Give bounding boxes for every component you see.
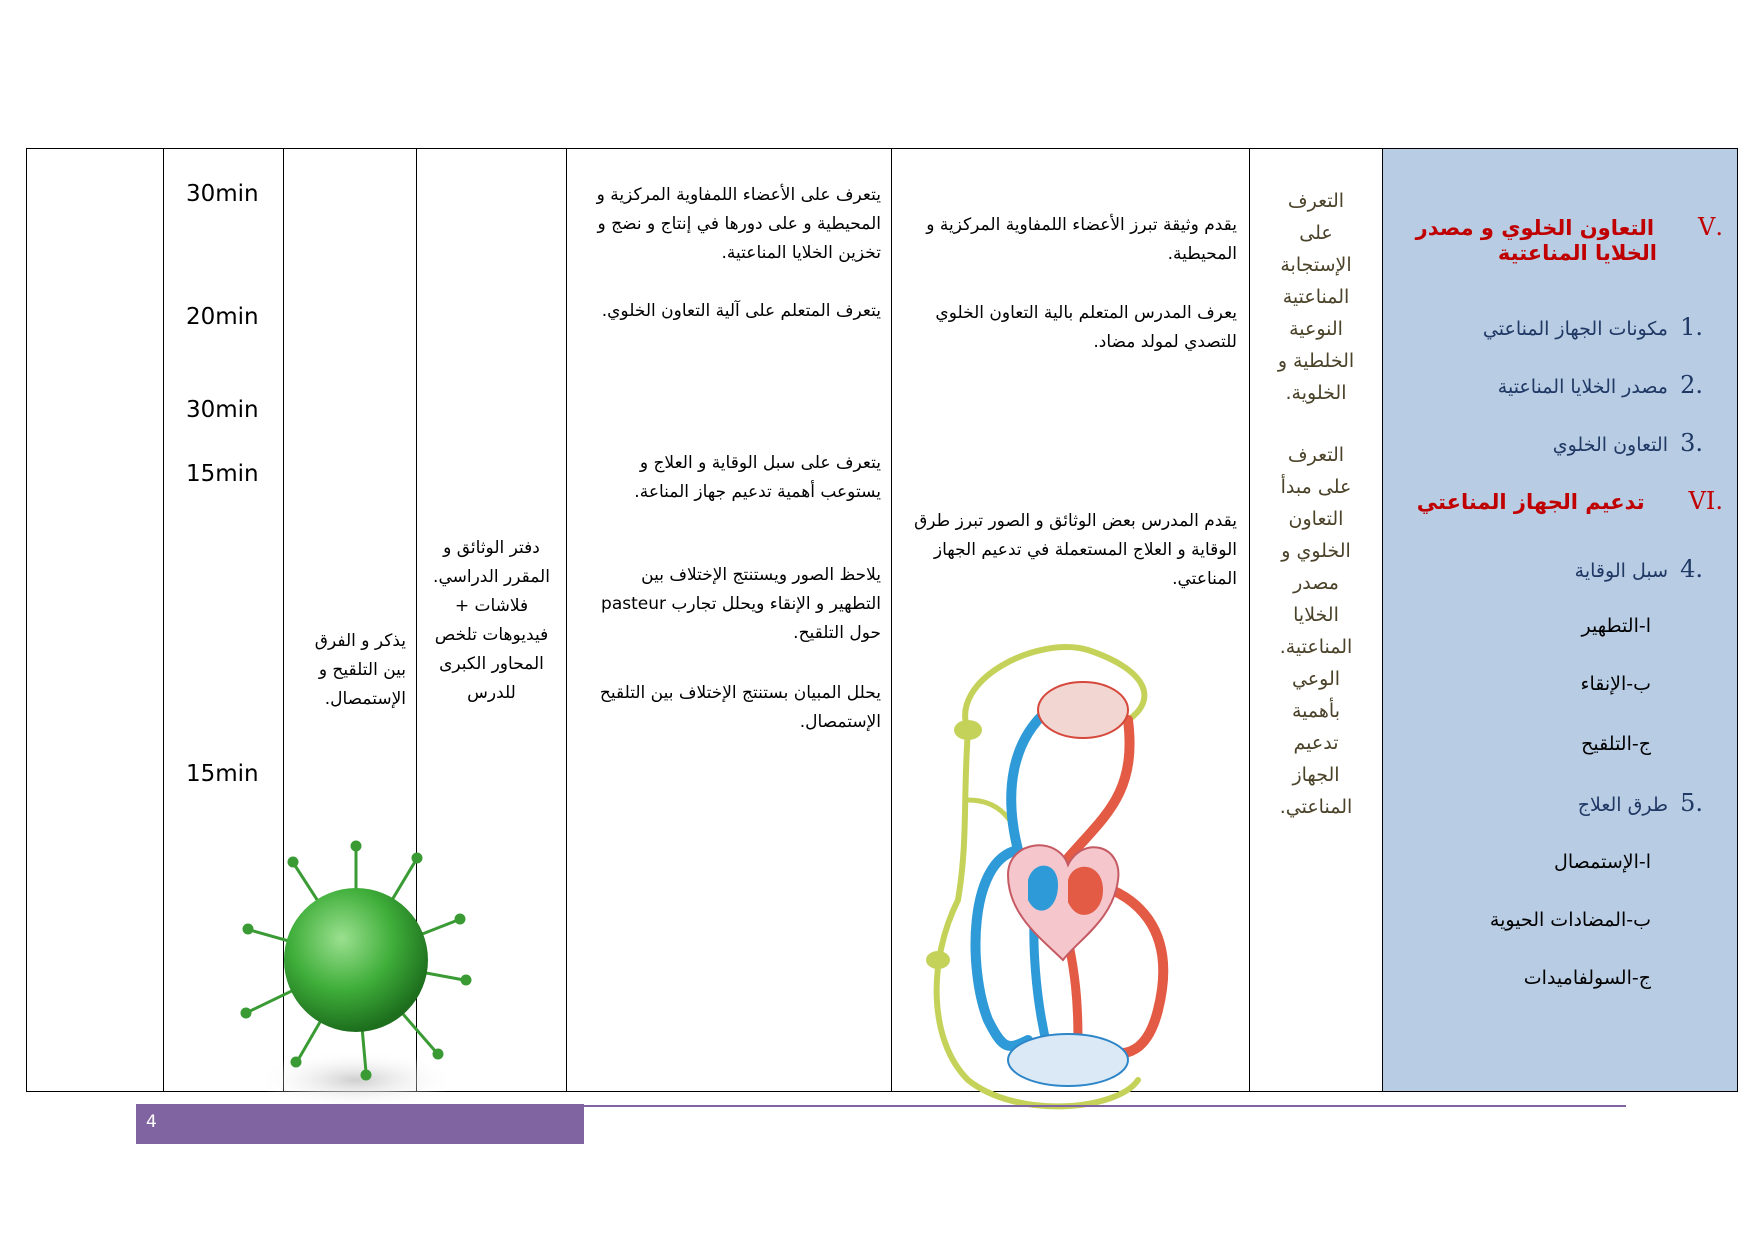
toc-item-2-label: مصدر الخلايا المناعتية <box>1497 376 1668 398</box>
time-5: 15min <box>186 761 259 787</box>
circulatory-diagram <box>908 640 1178 1120</box>
footer-bar <box>136 1104 584 1144</box>
toc-item-5-num: .5 <box>1680 789 1703 817</box>
virus-illustration <box>236 830 476 1120</box>
time-2: 20min <box>186 304 259 330</box>
section-6-heading <box>1417 487 1723 515</box>
section-5-heading <box>1416 213 1723 241</box>
footer-line <box>584 1105 1626 1107</box>
toc-item-5a: ا-الإستمصال <box>1554 851 1651 873</box>
toc-item-2 <box>1498 371 1703 399</box>
goal-1: التعرف على الإستجابة المناعتية النوعية الخلطية و الخلوية. <box>1277 190 1355 404</box>
toc-item-3 <box>1553 429 1703 457</box>
toc-item-1 <box>1483 313 1703 341</box>
goals-column <box>1250 149 1383 1091</box>
toc-item-1-num: .1 <box>1680 313 1703 341</box>
evaluation-text: يذكر و الفرق بين التلقيح و الإستمصال. <box>314 631 406 709</box>
toc-item-4a: ا-التطهير <box>1581 615 1651 637</box>
time-1: 30min <box>186 181 259 207</box>
learner-p2: يتعرف المتعلم على آلية التعاون الخلوي. <box>601 301 881 321</box>
learner-p3: يتعرف على سبل الوقاية و العلاج و يستوعب أهمية تدعيم جهاز المناعة. <box>634 453 881 502</box>
section-6-title: تدعيم الجهاز المناعتي <box>1416 490 1645 514</box>
section-6-number: .VI <box>1688 487 1723 515</box>
toc-item-5c: ج-السولفاميدات <box>1523 967 1651 989</box>
toc-item-2-num: .2 <box>1680 371 1703 399</box>
toc-item-3-label: التعاون الخلوي <box>1552 434 1668 456</box>
learner-p4: يلاحظ الصور ويستنتج الإختلاف بين التطهير و الإنقاء ويحلل تجارب pasteur حول التلقيح. <box>601 565 881 643</box>
content-panel <box>1383 149 1737 1091</box>
teacher-p2: يعرف المدرس المتعلم بالية التعاون الخلوي للتصدي لمولد مضاد. <box>935 303 1237 352</box>
content-column <box>1383 149 1737 1091</box>
toc-item-4-label: سبل الوقاية <box>1574 560 1668 582</box>
toc-item-3-num: .3 <box>1680 429 1703 457</box>
toc-item-1-label: مكونات الجهاز المناعتي <box>1482 318 1668 340</box>
toc-item-4-num: .4 <box>1680 555 1703 583</box>
toc-item-5 <box>1578 789 1703 817</box>
learner-p5: يحلل المبيان بستنتج الإختلاف بين التلقيح الإستمصال. <box>599 683 881 732</box>
toc-item-4c: ج-التلقيح <box>1581 733 1651 755</box>
toc-item-4 <box>1575 555 1703 583</box>
section-5-number: .V <box>1698 213 1723 241</box>
section-5-title-2: الخلايا المناعتية <box>1497 241 1657 265</box>
teacher-p3: يقدم المدرس بعض الوثائق و الصور تبرز طرق الوقاية و العلاج المستعملة في تدعيم الجهاز المناعتي. <box>914 511 1237 589</box>
learner-p1: يتعرف على الأعضاء اللمفاوية المركزية و المحيطية و على دورها في إنتاج و نضج و تخزين الخلايا المناعتية. <box>596 185 881 263</box>
toc-item-5-label: طرق العلاج <box>1577 794 1668 816</box>
time-4: 15min <box>186 461 259 487</box>
toc-item-5b: ب-المضادات الحيوية <box>1489 909 1651 931</box>
resources-text: دفتر الوثائق و المقرر الدراسي. فلاشات + فيديوهات تلخص المحاور الكبرى للدرس <box>433 538 550 703</box>
time-3: 30min <box>186 397 259 423</box>
blank-column <box>27 149 164 1091</box>
section-5-title: التعاون الخلوي و مصدر <box>1415 216 1655 240</box>
page-number: 4 <box>146 1112 157 1132</box>
goal-2: التعرف على مبدأ التعاون الخلوي و مصدر الخلايا المناعتية. الوعي بأهمية تدعيم الجهاز المناعتي. <box>1279 444 1353 818</box>
teacher-p1: يقدم وثيقة تبرز الأعضاء اللمفاوية المركزية و المحيطية. <box>926 215 1237 264</box>
toc-item-4b: ب-الإنقاء <box>1580 673 1651 695</box>
learner-activities-column <box>567 149 892 1091</box>
